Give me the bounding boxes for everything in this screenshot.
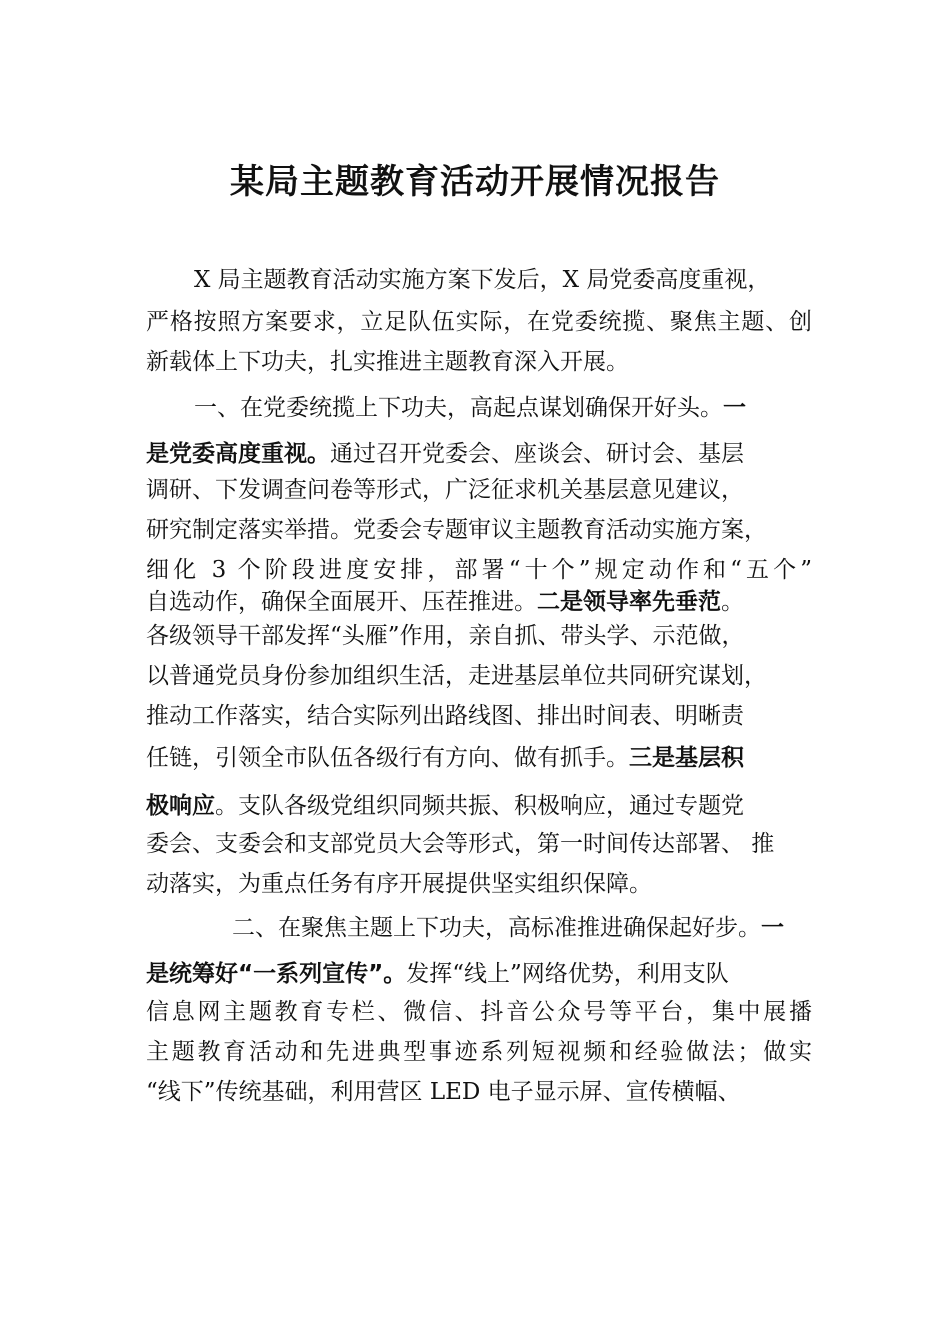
bold-text-segment: 二是领导率先垂范 — [537, 589, 721, 615]
paragraph-line — [146, 620, 745, 652]
text-segment: 任链，引领全市队伍各级行有方向、做有抓手。 — [146, 745, 629, 771]
text-segment: 研究制定落实举措。党委会专题审议主题教育活动实施方案， — [146, 517, 767, 543]
text-segment: 主题教育活动和先进典型事迹系列短视频和经验做法；做实 — [146, 1039, 812, 1065]
text-segment: 一、在党委统揽上下功夫，高起点谋划确保开好头。 — [194, 395, 723, 421]
paragraph-line — [146, 958, 729, 990]
text-segment: 信息网主题教育专栏、微信、抖音公众号等平台，集中展播 — [146, 999, 812, 1025]
paragraph-line — [146, 474, 744, 506]
bold-text-segment: 是党委高度重视。 — [146, 441, 330, 467]
text-segment: 推动工作落实，结合实际列出路线图、排出时间表、明晰责 — [146, 703, 744, 729]
text-segment: 各级领导干部发挥“头雁”作用，亲自抓、带头学、示范做， — [146, 623, 745, 649]
document-title: 某局主题教育活动开展情况报告 — [230, 162, 720, 202]
text-segment: 通过召开党委会、座谈会、研讨会、基层 — [330, 441, 744, 467]
paragraph-line — [146, 586, 744, 618]
text-segment: 细化 3 个阶段进度安排，部署“十个”规定动作和“五个” — [146, 557, 812, 583]
bold-text-segment: 极响应 — [146, 793, 215, 819]
text-segment: 二、在聚焦主题上下功夫，高标准推进确保起好步。 — [232, 915, 761, 941]
text-segment: 新载体上下功夫，扎实推进主题教育深入开展。 — [146, 349, 629, 375]
paragraph-line — [194, 264, 770, 296]
paragraph-line — [232, 912, 784, 944]
text-segment: 自选动作，确保全面展开、压茬推进。 — [146, 589, 537, 615]
paragraph-line — [146, 1076, 741, 1108]
bold-text-segment: 是统筹好“一系列宣传”。 — [146, 961, 407, 987]
paragraph-line — [146, 554, 812, 586]
bold-text-segment: 一 — [761, 915, 784, 941]
text-segment: “线下”传统基础，利用营区 LED 电子显示屏、宣传横幅、 — [146, 1079, 741, 1105]
paragraph-line — [146, 438, 744, 470]
paragraph-line — [146, 660, 767, 692]
paragraph-line — [146, 1036, 812, 1068]
text-segment: 以普通党员身份参加组织生活，走进基层单位共同研究谋划， — [146, 663, 767, 689]
bold-text-segment: 一 — [723, 395, 746, 421]
text-segment: 委会、支委会和支部党员大会等形式，第一时间传达部署、 推 — [146, 831, 775, 857]
text-segment: X 局主题教育活动实施方案下发后，X 局党委高度重视， — [194, 267, 771, 293]
text-segment: 发挥“线上”网络优势，利用支队 — [406, 961, 729, 987]
paragraph-line — [146, 828, 774, 860]
paragraph-line — [146, 868, 652, 900]
text-segment: 严格按照方案要求，立足队伍实际，在党委统揽、聚焦主题、创 — [146, 309, 812, 335]
paragraph-line — [194, 392, 746, 424]
text-segment: 。 — [721, 589, 744, 615]
paragraph-line — [146, 514, 767, 546]
paragraph-line — [146, 742, 744, 774]
paragraph-line — [146, 700, 744, 732]
paragraph-line — [146, 306, 812, 338]
paragraph-line — [146, 346, 629, 378]
text-segment: 动落实，为重点任务有序开展提供坚实组织保障。 — [146, 871, 652, 897]
paragraph-line — [146, 996, 812, 1028]
paragraph-line — [146, 790, 744, 822]
text-segment: 调研、下发调查问卷等形式，广泛征求机关基层意见建议， — [146, 477, 744, 503]
text-segment: 。支队各级党组织同频共振、积极响应，通过专题党 — [215, 793, 744, 819]
bold-text-segment: 三是基层积 — [629, 745, 744, 771]
